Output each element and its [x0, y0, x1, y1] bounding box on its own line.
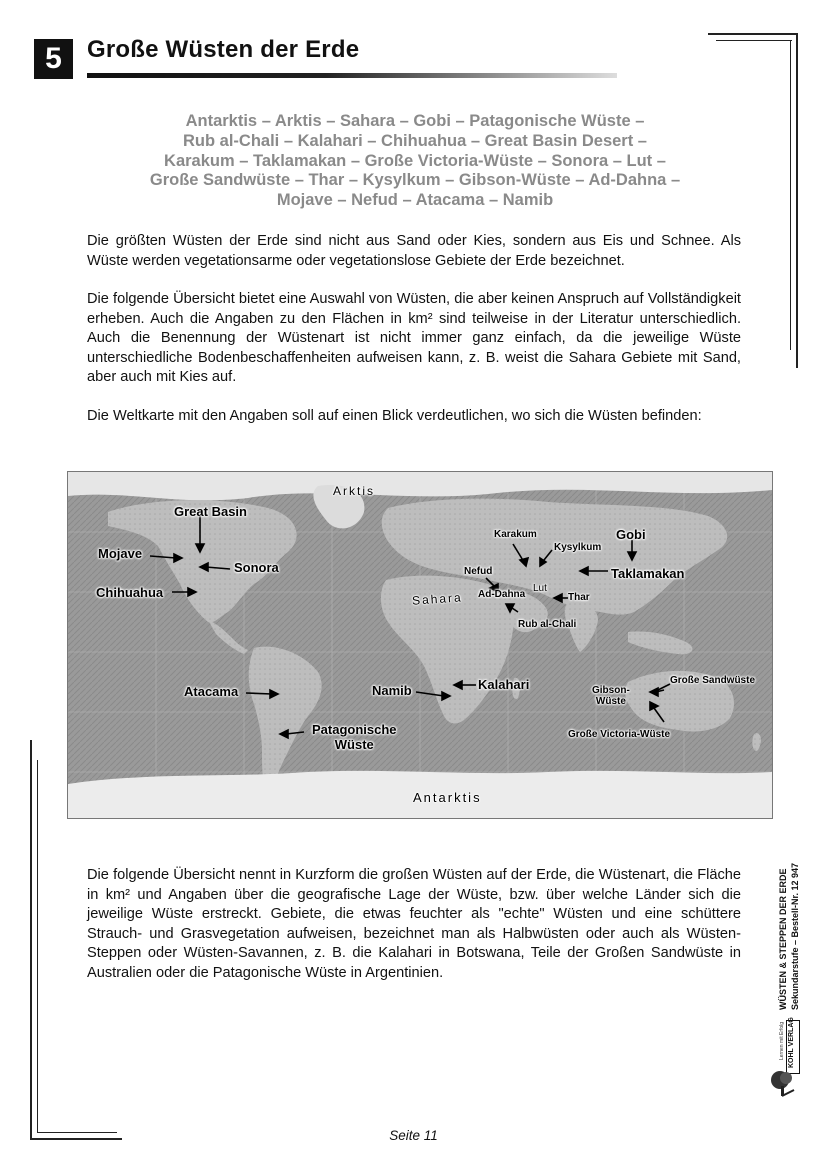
map-intro-paragraph: Die Weltkarte mit den Angaben soll auf einen Blick verdeutlichen, wo sich die Wüsten befinden:	[87, 408, 702, 424]
frame-left-v1	[30, 740, 32, 1140]
publisher-name: KOHL VERLAG	[788, 1017, 795, 1068]
sidebar-order-info: Sekundarstufe – Bestell-Nr. 12 947	[790, 862, 800, 1010]
summary-paragraph: Die folgende Übersicht nennt in Kurzform die großen Wüsten auf der Erde, die Wüstenart, die Fläche in km² und Angaben über die geografische Lage der Wüste, bzw. über welche Länder sich die jeweilige Wüste erstreckt. Gebiete, die etwas feuchter als "echte" Wüsten und eine schüttere Strauch- und Grasvegetation aufweisen, bezeichnet man als Halbwüsten oder auch als Wüsten-Steppen oder Wüsten-Savannen, z. B. die Kalahari in Botswana, Teile der Großen Sandwüste in Australien oder die Patagonische Wüste in Argentinien.	[87, 867, 741, 981]
map-label-great-basin: Great Basin	[174, 504, 247, 519]
map-label-gibson-line2: Wüste	[595, 696, 626, 707]
map-label-mojave: Mojave	[98, 546, 143, 561]
map-label-nefud: Nefud	[464, 566, 493, 577]
publisher-tagline: Lernen mit Erfolg	[779, 1021, 785, 1060]
desert-word-list	[90, 112, 740, 211]
frame-right-v2	[790, 40, 791, 350]
map-label-grosse-sandwueste: Große Sandwüste	[670, 675, 756, 686]
map-label-kalahari: Kalahari	[478, 677, 530, 692]
map-label-arktis: Arktis	[333, 484, 375, 498]
title-underline	[87, 73, 617, 78]
map-label-grosse-victoria: Große Victoria-Wüste	[568, 729, 671, 740]
word-list-line: Karakum – Taklamakan – Große Victoria-Wüste – Sonora – Lut –	[164, 151, 666, 170]
map-label-patagonische-line2: Wüste	[334, 737, 374, 752]
frame-top-right-h1	[708, 33, 798, 35]
intro-paragraph: Die größten Wüsten der Erde sind nicht aus Sand oder Kies, sondern aus Eis und Schnee. Als Wüste werden vegetationsarme oder vegetationslose Gebiete der Erde bezeichnet.	[87, 233, 741, 269]
word-list-line: Antarktis – Arktis – Sahara – Gobi – Patagonische Wüste –	[185, 112, 645, 130]
map-label-lut: Lut	[533, 583, 547, 594]
map-label-gibson	[592, 685, 630, 707]
map-label-atacama: Atacama	[184, 684, 239, 699]
map-label-karakum: Karakum	[494, 529, 537, 540]
map-label-chihuahua: Chihuahua	[96, 585, 164, 600]
page-title: Große Wüsten der Erde	[87, 36, 360, 63]
frame-right-v1	[796, 33, 798, 368]
word-list-line: Große Sandwüste – Thar – Kysylkum – Gibson-Wüste – Ad-Dahna –	[149, 171, 681, 190]
sidebar-title: WÜSTEN & STEPPEN DER ERDE	[778, 868, 788, 1010]
frame-left-v2	[37, 760, 38, 1133]
map-label-ad-dahna: Ad-Dahna	[478, 589, 526, 600]
map-label-taklamakan: Taklamakan	[611, 566, 685, 581]
map-label-gibson-line1: Gibson-	[592, 685, 630, 696]
map-label-sonora: Sonora	[234, 560, 279, 575]
map-label-patagonische-line1: Patagonische	[312, 722, 397, 737]
chapter-number: 5	[34, 39, 73, 79]
map-label-namib: Namib	[372, 683, 412, 698]
page-number: Seite 11	[389, 1128, 438, 1143]
word-list-line: Rub al-Chali – Kalahari – Chihuahua – Great Basin Desert –	[183, 131, 647, 150]
word-list-line: Mojave – Nefud – Atacama – Namib	[276, 191, 554, 210]
map-label-antarktis: Antarktis	[413, 790, 482, 805]
map-label-thar: Thar	[568, 592, 590, 603]
frame-top-right-h2	[716, 40, 792, 41]
map-label-kysylkum: Kysylkum	[554, 542, 602, 553]
world-map-graphic	[68, 472, 772, 818]
map-label-gobi: Gobi	[616, 527, 646, 542]
publisher-tree-icon	[768, 1068, 798, 1098]
map-label-rub-al-chali: Rub al-Chali	[518, 619, 577, 630]
world-map	[67, 471, 773, 819]
overview-paragraph: Die folgende Übersicht bietet eine Auswahl von Wüsten, die aber keinen Anspruch auf Vollständigkeit erheben. Auch die Angaben zu den Flächen in km² sind teilweise in der Literatur unterschiedlich. Auch die Benennung der Wüstenart ist nicht immer ganz einfach, da die jeweilige Wüste unterschiedliche Bodenbeschaffenheiten aufweisen kann, z. B. weist die Sahara Gebiete mit Sand, aber auch mit Kies auf.	[87, 291, 741, 385]
map-label-sahara: Sahara	[411, 590, 464, 608]
map-label-patagonische	[312, 722, 397, 752]
